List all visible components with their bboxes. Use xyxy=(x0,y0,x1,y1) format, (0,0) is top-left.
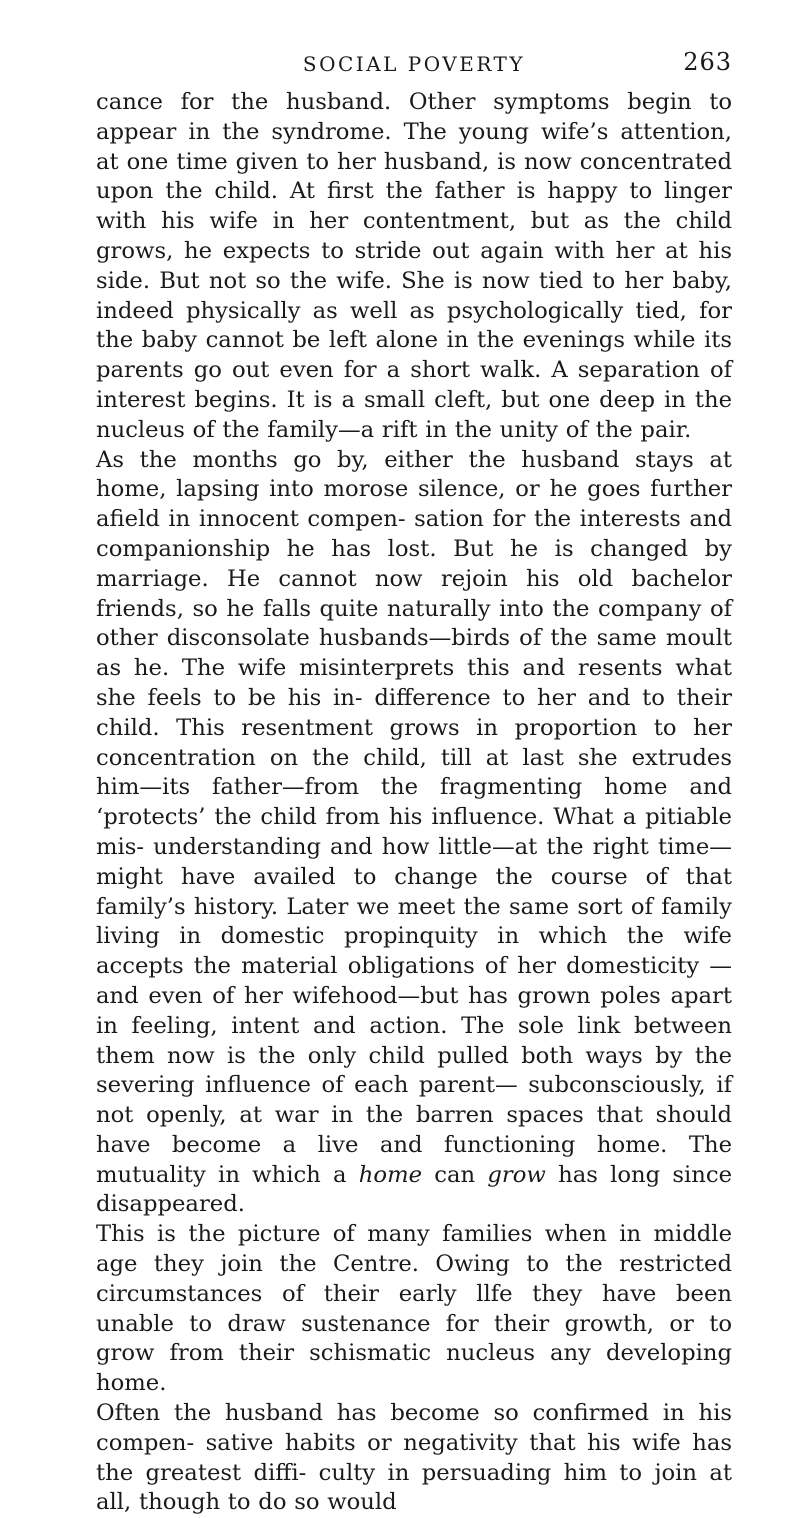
emphasis-grow: grow xyxy=(487,1161,546,1188)
page-number: 263 xyxy=(683,48,732,76)
body-text xyxy=(96,88,732,1518)
paragraph-3: This is the picture of many families when in middle age they join the Centre. Owing to the restricted circumstances of their early llfe they have been unable to draw sustenance for their growth, or to grow from their schismatic nucleus any developing home. xyxy=(96,1221,732,1397)
running-title: SOCIAL POVERTY xyxy=(302,52,526,76)
emphasis-home: home xyxy=(358,1161,423,1188)
running-head xyxy=(96,44,732,80)
paragraph-1: cance for the husband. Other symptoms begin to appear in the syndrome. The young wife’s attention, at one time given to her husband, is now concentrated upon the child. At first the father is happy to linger with his wife in her contentment, but as the child grows, he expects to stride out again with her at his side. But not so the wife. She is now tied to her baby, indeed physically as well as psychologically tied, for the baby cannot be left alone in the evenings while its parents go out even for a short walk. A separation of interest begins. It is a small cleft, but one deep in the nucleus of the family—a rift in the unity of the pair. xyxy=(96,89,732,443)
paragraph-2-text-before: As the months go by, either the husband stays at home, lapsing into morose silence, or he goes further afield in innocent compen- sation for the interests and companionship he has lost. But he is changed by marriage. He cannot now rejoin his old bachelor friends, so he falls quite naturally into the company of other disconsolate husbands—birds of the same moult as he. The wife misinterprets this and resents what she feels to be his in- difference to her and to their child. This resentment grows in proportion to her concentration on the child, till at last she extrudes him—its father—from the fragmenting home and ‘protects’ the child from his influence. What a pitiable mis- understanding and how little—at the right time—might have availed to change the course of that family’s history. Later we meet the same sort of family living in domestic propinquity in which the wife accepts the material obligations of her domesticity —and even of her wifehood—but has grown poles apart in feeling, intent and action. The sole link between them now is the only child pulled both ways by the severing influence of each parent— subconsciously, if not openly, at war in the barren spaces that should have become a live and functioning home. The mutuality in which a xyxy=(96,446,732,1188)
paragraph-2-text-mid: can xyxy=(434,1161,476,1188)
paragraph-4: Often the husband has become so confirmed in his compen- sative habits or negativity that his wife has the greatest diffi- culty in persuading him to join at all, though to do so would xyxy=(96,1400,732,1516)
paragraph-2 xyxy=(96,446,732,1221)
paragraph-2-text-after: has long since disappeared. xyxy=(96,1161,733,1218)
